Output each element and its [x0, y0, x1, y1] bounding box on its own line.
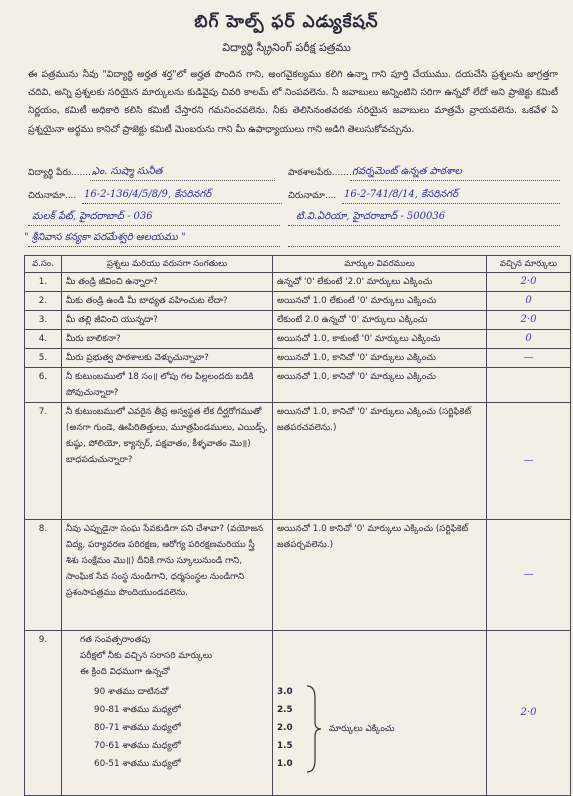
score-item: 3.0 — [277, 687, 293, 697]
address2-value[interactable]: 16-2-741/8/14, కేసరినగర్ — [344, 189, 459, 200]
col-question-header: ప్రశ్నలు మరియు వరుసగా సంగతులు — [62, 256, 273, 273]
table-row — [25, 273, 571, 292]
grade-intro-line: గత సంవత్సరాంతపు — [80, 635, 151, 645]
row-number: 2. — [25, 292, 62, 311]
student-name-value[interactable]: ఎం. సుష్మా సునీత — [92, 166, 163, 177]
row-criteria: అయినచో 1.0, కానిచో '0' మార్కులు ఎక్కించు — [273, 368, 487, 403]
address-line4[interactable]: " శ్రీనివాస కన్యకా పరమేశ్వరి ఆలయము " — [24, 232, 186, 243]
address-label: చిరునామా.... — [28, 191, 77, 201]
school-name-value[interactable]: గవర్నమెంట్ ఉన్నత పాఠశాల — [352, 166, 462, 177]
row-criteria: అయినచో 1.0, కానిచో '0' మార్కులు ఎక్కించు (సర్టిఫికెట్ జతపరచవలెను.) — [273, 403, 487, 520]
row-number: 6. — [25, 368, 62, 403]
table-row — [25, 311, 571, 330]
brace-label: మార్కులు ఎక్కించు — [329, 724, 395, 734]
grade-intro-line: ఈ క్రింది విధముగా ఉన్నచో — [80, 667, 170, 677]
row-criteria: అయినచో 1.0, కాకుంటే '0' మార్కులు ఎక్కించు — [273, 330, 487, 349]
student-name-label: విద్యార్థి పేరు......... — [28, 168, 97, 178]
table-header-row — [25, 256, 571, 273]
address2-line — [342, 203, 560, 204]
table-row-grades — [25, 631, 571, 796]
row-question: నీ కుటుంబములో 18 సం॥ లోపు గల పిల్లలందరు బడికి పోవుచున్నారా? — [62, 368, 273, 403]
mark-value: — — [523, 569, 534, 580]
address-line3-right[interactable]: టి.వి.ఏరియా, హైదరాబాద్ - 500036 — [296, 211, 446, 222]
row-number: 4. — [25, 330, 62, 349]
address-line — [82, 203, 282, 204]
row-mark[interactable] — [487, 403, 571, 520]
row-number: 7. — [25, 403, 62, 520]
grade-intro-line: పరీక్షలో నీకు వచ్చిన సరాసరి మార్కులు — [80, 651, 213, 661]
grade-item: 90-81 శాతము మధ్యలో — [94, 705, 181, 715]
mark-value: 2·0 — [520, 314, 537, 325]
address-line3-left[interactable]: మలక్ పేట్, హైదరాబాద్ - 036 — [32, 211, 153, 222]
grade-item: 90 శాతము దాటినచో — [94, 687, 169, 697]
mark-value: 0 — [525, 295, 532, 306]
mark-value: 0 — [525, 333, 532, 344]
score-item: 1.5 — [277, 741, 293, 751]
grade-item: 80-71 శాతము మధ్యలో — [94, 723, 181, 733]
table-row — [25, 292, 571, 311]
address-line4-rule — [28, 246, 280, 247]
col-serial-header: వ.సం. — [25, 256, 62, 273]
row-mark[interactable] — [487, 631, 571, 796]
form-title: బిగ్ హెల్ప్ ఫర్ ఎడ్యుకేషన్ — [194, 12, 379, 32]
row-number: 3. — [25, 311, 62, 330]
row-question: మీ తండ్రి జీవించి ఉన్నారా? — [62, 273, 273, 292]
grade-intro — [66, 632, 268, 680]
row-mark[interactable] — [487, 330, 571, 349]
row-mark[interactable] — [487, 311, 571, 330]
row-question: నీవు ఎప్పుడైనా సంఘ సేవకుడిగా పని చేశావా? (వయోజన విద్య, పర్యావరణ పరిరక్షణ, ఆరోగ్య పరిరక్షణమరియు స్త్రీ శిశు సంక్షేమం మొ॥) దీనికి గాను స్కూలునుండి గాని, సాంఘిక సేవ సంస్థ నుండిగాని, ధర్మసంస్థల నుండిగాని ప్రశంసాపత్రము పొందియుండవలెను. — [62, 520, 273, 631]
mark-value: 2·0 — [520, 707, 537, 718]
row-question — [62, 631, 273, 796]
row-question: మీరు బాలికనా? — [62, 330, 273, 349]
address2-label: చిరునామా.... — [288, 191, 337, 201]
row-question: మీ తల్లి జీవించి యున్నదా? — [62, 311, 273, 330]
score-block — [277, 684, 482, 774]
mark-value: — — [523, 352, 534, 363]
brace-icon — [303, 684, 323, 774]
school-name-line — [350, 180, 560, 181]
row-question: మీరు ప్రభుత్వ పాఠశాలకు వెళ్ళుచున్నావా? — [62, 349, 273, 368]
row-mark[interactable] — [487, 520, 571, 631]
row-question: నీ కుటుంబములో ఎవరైన తీవ్ర అస్వస్థత లేక దీర్ఘరోగముతో (అనగా గుండె, ఊపిరితిత్తులు, మూత్రపిండములు, ఎయిడ్స్, కుష్ఠు, పోలియో, క్యాన్సర్, పక్షవాతం, కీళ్ళవాతం మొ॥) బాధపడుచున్నారా? — [62, 403, 273, 520]
row-criteria: అయినచో 1.0, కానిచో '0' మార్కులు ఎక్కించు — [273, 349, 487, 368]
table-row — [25, 330, 571, 349]
row-question: మీకు తండ్రి ఉండి మీ బాధ్యత వహించుట లేదా? — [62, 292, 273, 311]
address-value[interactable]: 16-2-136/4/5/8/9, కేసరినగర్ — [84, 189, 212, 200]
row-mark[interactable] — [487, 349, 571, 368]
mark-value: — — [523, 455, 534, 466]
row-criteria: లేకుంటే 2.0 ఉన్నచో '0' మార్కులు ఎక్కించు — [273, 311, 487, 330]
table-row — [25, 349, 571, 368]
instructions-text: ఈ పత్రమును నీవు "విద్యార్థి అర్హత శర్త"లో అర్హత పొందిన గాని, అంగవైకల్యము కలిగి ఉన్నా గాని పూర్తి చేయుము. దయచేసి ప్రశ్నలను జాగ్రత్తగా చదివి, అన్ని ప్రశ్నలకు సరియైన మార్కులను కుడివైపు చివరి కాలమ్ లో నింపవలెను. నీ జవాబులు అన్నింటిని సరిగా ఉన్నవో లేదో అని ప్రాజెక్టు కమిటీ నిర్ణయం, కమిటీ అధికారి కలిసి కమిటీ చేస్తారని గమనించవలెను. నీకు తెలిసినంతవరకు సరియైన జవాబులు మాత్రమే వ్రాయవలెను. ఒకవేళ ఏ ప్రశ్నయైనా అర్థము కానిచో ప్రాజెక్టు కమిటీ మెంబరును గాని మీ ఉపాధ్యాయులు గాని అడిగి తెలుసుకోవచ్చును. — [28, 69, 558, 135]
table-row — [25, 368, 571, 403]
row-criteria: ఉన్నచో '0' లేకుంటే '2.0' మార్కులు ఎక్కించు — [273, 273, 487, 292]
row-mark[interactable] — [487, 273, 571, 292]
row-number: 5. — [25, 349, 62, 368]
col-criteria-header: మార్కుల వివరములు — [273, 256, 487, 273]
grade-item: 60-51 శాతము మధ్యలో — [94, 759, 181, 769]
row-criteria: అయినచో 1.0 లేకుంటే '0' మార్కులు ఎక్కించు — [273, 292, 487, 311]
school-name-label: పాఠశాలపేరు......... — [288, 168, 358, 178]
row-mark[interactable] — [487, 292, 571, 311]
form-subtitle: విద్యార్థి స్క్రీనింగ్ పరీక్ష పత్రము — [222, 41, 351, 54]
address-line4-right-rule — [288, 246, 560, 247]
score-item: 1.0 — [277, 759, 293, 769]
table-row — [25, 403, 571, 520]
screening-table — [24, 255, 571, 796]
mark-value: 2·0 — [520, 276, 537, 287]
instructions-paragraph — [28, 66, 558, 139]
grade-item: 70-61 శాతము మధ్యలో — [94, 741, 181, 751]
address-line3-left-rule — [28, 225, 280, 226]
row-criteria — [273, 631, 487, 796]
score-list — [277, 684, 303, 774]
col-marks-header: వచ్చిన మార్కులు — [487, 256, 571, 273]
address-line3-right-rule — [288, 225, 560, 226]
score-item: 2.5 — [277, 705, 293, 715]
table-row — [25, 520, 571, 631]
row-number: 8. — [25, 520, 62, 631]
grade-list — [66, 684, 268, 774]
row-number: 9. — [25, 631, 62, 796]
row-criteria: అయినచో 1.0 కానిచో '0' మార్కులు ఎక్కించు (సర్టిఫికెట్ జతపర్చవలెను.) — [273, 520, 487, 631]
student-name-line — [90, 180, 275, 181]
row-number: 1. — [25, 273, 62, 292]
score-item: 2.0 — [277, 723, 293, 733]
row-mark[interactable] — [487, 368, 571, 403]
